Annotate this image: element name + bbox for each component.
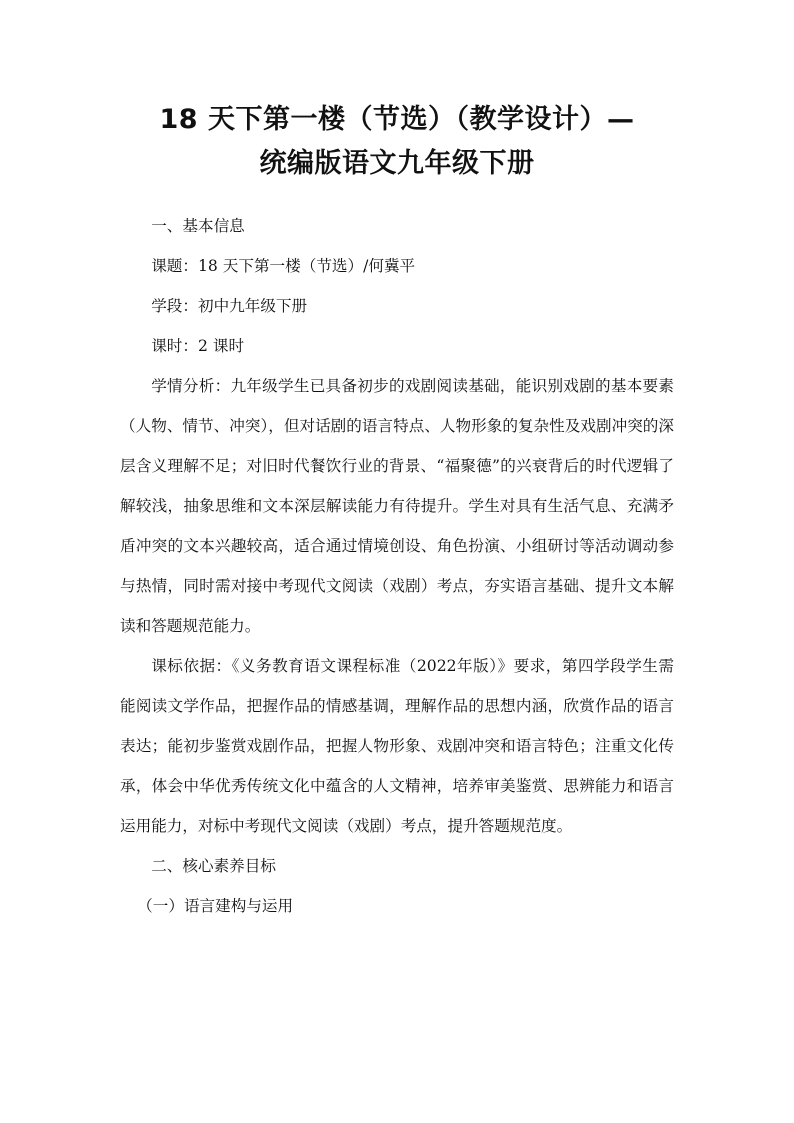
curriculum-basis-paragraph: 课标依据：《义务教育语文课程标准（2022年版）》要求，第四学段学生需能阅读文学作品，把握作品的情感基调，理解作品的思想内涵，欣赏作品的语言表达；能初步鉴赏戏剧作品，把握人物形象、戏剧冲突和语言特色；注重文化传承，体会中华优秀传统文化中蕴含的人文精神，培养审美鉴赏、思辨能力和语言运用能力，对标中考现代文阅读（戏剧）考点，提升答题规范度。: [120, 657, 674, 835]
lesson-topic: 课题：18 天下第一楼（节选）/何冀平: [151, 257, 416, 275]
language-subheading: （一）语言建构与运用: [137, 897, 294, 915]
class-hours: 课时：2 课时: [151, 337, 245, 355]
basic-info-heading: 一、基本信息: [151, 217, 245, 235]
document-title: [120, 98, 674, 186]
title-line-1: 18 天下第一楼（节选）（教学设计）—: [159, 104, 635, 135]
title-line-2: 统编版语文九年级下册: [259, 148, 535, 179]
core-goals-heading: 二、核心素养目标: [151, 857, 276, 875]
student-analysis-paragraph: 学情分析：九年级学生已具备初步的戏剧阅读基础，能识别戏剧的基本要素（人物、情节、冲突），但对话剧的语言特点、人物形象的复杂性及戏剧冲突的深层含义理解不足；对旧时代餐饮行业的背景、“福聚德”的兴衰背后的时代逻辑了解较浅，抽象思维和文本深层解读能力有待提升。学生对具有生活气息、充满矛盾冲突的文本兴趣较高，适合通过情境创设、角色扮演、小组研讨等活动调动参与热情，同时需对接中考现代文阅读（戏剧）考点，夯实语言基础、提升文本解读和答题规范能力。: [120, 377, 674, 635]
grade-level: 学段：初中九年级下册: [151, 297, 308, 315]
